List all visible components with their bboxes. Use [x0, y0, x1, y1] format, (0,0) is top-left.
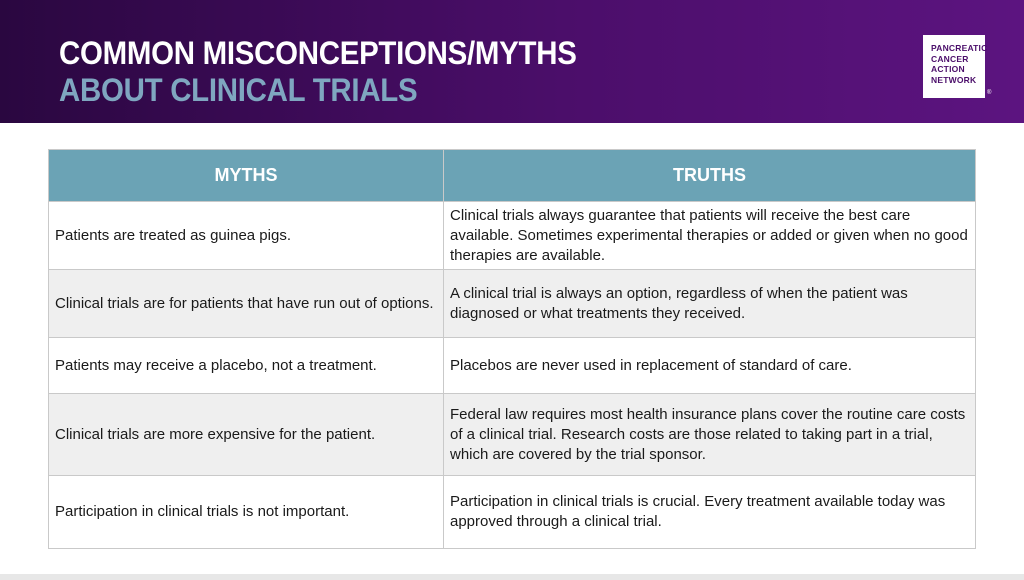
table-row	[49, 338, 976, 394]
page-title-line1: COMMON MISCONCEPTIONS/MYTHS	[59, 35, 577, 71]
table-row	[49, 476, 976, 549]
page-title-line2: ABOUT CLINICAL TRIALS	[59, 72, 418, 108]
table-row	[49, 394, 976, 476]
header-banner	[0, 0, 1024, 123]
table-header-row	[49, 150, 976, 202]
column-header-truths: TRUTHS	[444, 150, 976, 202]
column-header-myths: MYTHS	[49, 150, 444, 202]
truth-cell: Clinical trials always guarantee that patients will receive the best care available. Sometimes experimental therapies or added or given when no good therapies are available.	[444, 202, 976, 270]
truth-cell: A clinical trial is always an option, regardless of when the patient was diagnosed or what treatments they received.	[444, 270, 976, 338]
truth-cell: Placebos are never used in replacement of standard of care.	[444, 338, 976, 394]
logo-line: ACTION	[931, 64, 965, 74]
myths-truths-table	[48, 149, 976, 549]
myth-cell: Clinical trials are for patients that have run out of options.	[49, 270, 444, 338]
table-row	[49, 202, 976, 270]
myth-cell: Participation in clinical trials is not important.	[49, 476, 444, 549]
truth-cell: Participation in clinical trials is crucial. Every treatment available today was approved through a clinical trial.	[444, 476, 976, 549]
myth-cell: Patients are treated as guinea pigs.	[49, 202, 444, 270]
logo-line: CANCER	[931, 53, 969, 64]
myth-cell: Patients may receive a placebo, not a treatment.	[49, 338, 444, 394]
pancan-logo	[923, 35, 988, 98]
logo-line: PANCREATIC	[931, 43, 988, 53]
registered-mark: ®	[987, 90, 992, 96]
logo-line: NETWORK	[931, 74, 977, 85]
myth-cell: Clinical trials are more expensive for the patient.	[49, 394, 444, 476]
truth-cell: Federal law requires most health insurance plans cover the routine care costs of a clinical trial. Research costs are those related to taking part in a trial, which are covered by the trial sponsor.	[444, 394, 976, 476]
logo-text	[931, 43, 987, 85]
table-row	[49, 270, 976, 338]
